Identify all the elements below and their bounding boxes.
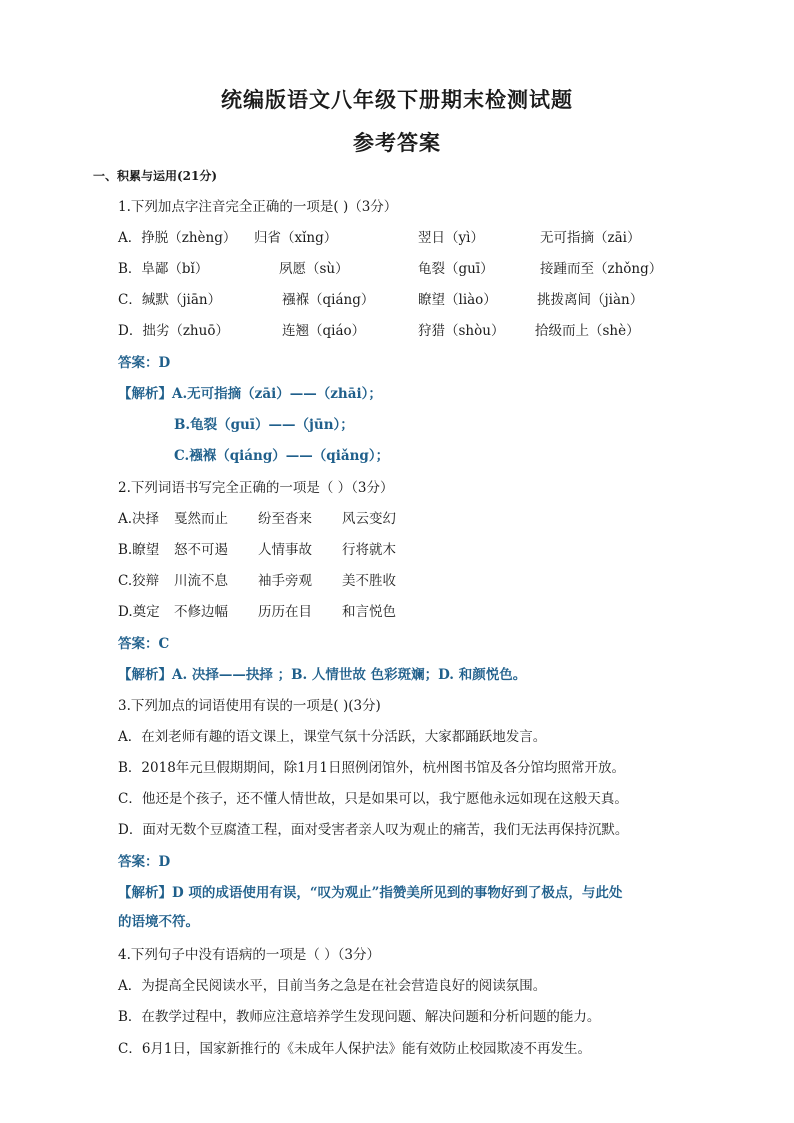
page-subtitle: 参考答案 xyxy=(353,130,441,155)
option-cell: C.狡辩 xyxy=(118,573,160,589)
question-3-answer: 答案：D xyxy=(118,854,171,870)
option-cell: 风云变幻 xyxy=(342,511,396,527)
option-cell: 历历在目 xyxy=(258,604,312,620)
option-cell: 瞭望（liào） xyxy=(418,292,497,308)
option-cell: 和言悦色 xyxy=(342,604,396,620)
question-3-analysis-cont: 的语境不符。 xyxy=(118,914,199,930)
question-3-stem: 3.下列加点的词语使用有误的一项是( )(3分) xyxy=(118,698,381,714)
option-cell: A．挣脱（zhèng） xyxy=(118,230,237,246)
option-cell: 襁褓（qiáng） xyxy=(282,292,375,308)
option-cell: D．拙劣（zhuō） xyxy=(118,323,229,339)
question-2-analysis: 【解析】A. 决择——抉择 ；B. 人情世故 色彩斑斓；D. 和颜悦色。 xyxy=(118,667,527,683)
option-cell: A.决择 xyxy=(118,511,160,527)
page-title: 统编版语文八年级下册期末检测试题 xyxy=(221,87,573,112)
question-3-analysis: 【解析】D 项的成语使用有误，“叹为观止”指赞美所见到的事物好到了极点，与此处 xyxy=(118,885,623,901)
question-2-answer: 答案：C xyxy=(118,636,170,652)
option-cell: 戛然而止 xyxy=(174,511,228,527)
option-cell: D.奠定 xyxy=(118,604,160,620)
question-4-option-c: C．6月1日，国家新推行的《未成年人保护法》能有效防止校园欺凌不再发生。 xyxy=(118,1041,592,1057)
option-cell: 怒不可遏 xyxy=(174,542,228,558)
option-cell: 美不胜收 xyxy=(342,573,396,589)
option-cell: 翌日（yì） xyxy=(418,230,484,246)
option-cell: 无可指摘（zāi） xyxy=(540,230,641,246)
option-cell: B.瞭望 xyxy=(118,542,160,558)
question-4-option-a: A．为提高全民阅读水平，目前当务之急是在社会营造良好的阅读氛围。 xyxy=(118,978,547,994)
question-2-stem: 2.下列词语书写完全正确的一项是（ ）（3分） xyxy=(118,480,394,496)
question-3-option-b: B．2018年元旦假期期间，除1月1日照例闭馆外，杭州图书馆及各分馆均照常开放。 xyxy=(118,760,625,776)
option-cell: 连翘（qiáo） xyxy=(282,323,366,339)
option-cell: 龟裂（guī） xyxy=(418,261,494,277)
question-3-option-c: C．他还是个孩子，还不懂人情世故，只是如果可以，我宁愿他永远如现在这般天真。 xyxy=(118,791,628,807)
section-heading: 一、积累与运用(21分) xyxy=(93,169,218,183)
question-1-analysis-b: B.龟裂（guī）——（jūn）； xyxy=(174,417,354,433)
option-cell: 接踵而至（zhǒng） xyxy=(540,261,663,277)
option-cell: 纷至沓来 xyxy=(258,511,312,527)
option-cell: 川流不息 xyxy=(174,573,228,589)
option-cell: 挑拨离间（jiàn） xyxy=(537,292,644,308)
question-3-option-d: D．面对无数个豆腐渣工程，面对受害者亲人叹为观止的痛苦，我们无法再保持沉默。 xyxy=(118,822,629,838)
question-4-stem: 4.下列句子中没有语病的一项是（ ）（3分） xyxy=(118,947,381,963)
question-1-analysis: 【解析】A.无可指摘（zāi）——（zhāi）； xyxy=(118,386,382,402)
option-cell: 不修边幅 xyxy=(174,604,228,620)
option-cell: B．阜鄙（bǐ） xyxy=(118,261,209,277)
question-4-option-b: B．在教学过程中，教师应注意培养学生发现问题、解决问题和分析问题的能力。 xyxy=(118,1009,601,1025)
option-cell: 袖手旁观 xyxy=(258,573,312,589)
option-cell: 拾级而上（shè） xyxy=(535,323,640,339)
question-1-answer: 答案：D xyxy=(118,355,171,371)
option-cell: 归省（xǐng） xyxy=(254,230,338,246)
option-cell: 行将就木 xyxy=(342,542,396,558)
option-cell: 狩猎（shòu） xyxy=(418,323,505,339)
option-cell: 人情事故 xyxy=(258,542,312,558)
question-1-analysis-c: C.襁褓（qiáng）——（qiǎng）； xyxy=(174,448,390,464)
question-3-option-a: A．在刘老师有趣的语文课上，课堂气氛十分活跃，大家都踊跃地发言。 xyxy=(118,729,547,745)
question-1-stem: 1.下列加点字注音完全正确的一项是( )（3分） xyxy=(118,199,398,215)
option-cell: C．缄默（jiān） xyxy=(118,292,222,308)
option-cell: 夙愿（sù） xyxy=(279,261,349,277)
